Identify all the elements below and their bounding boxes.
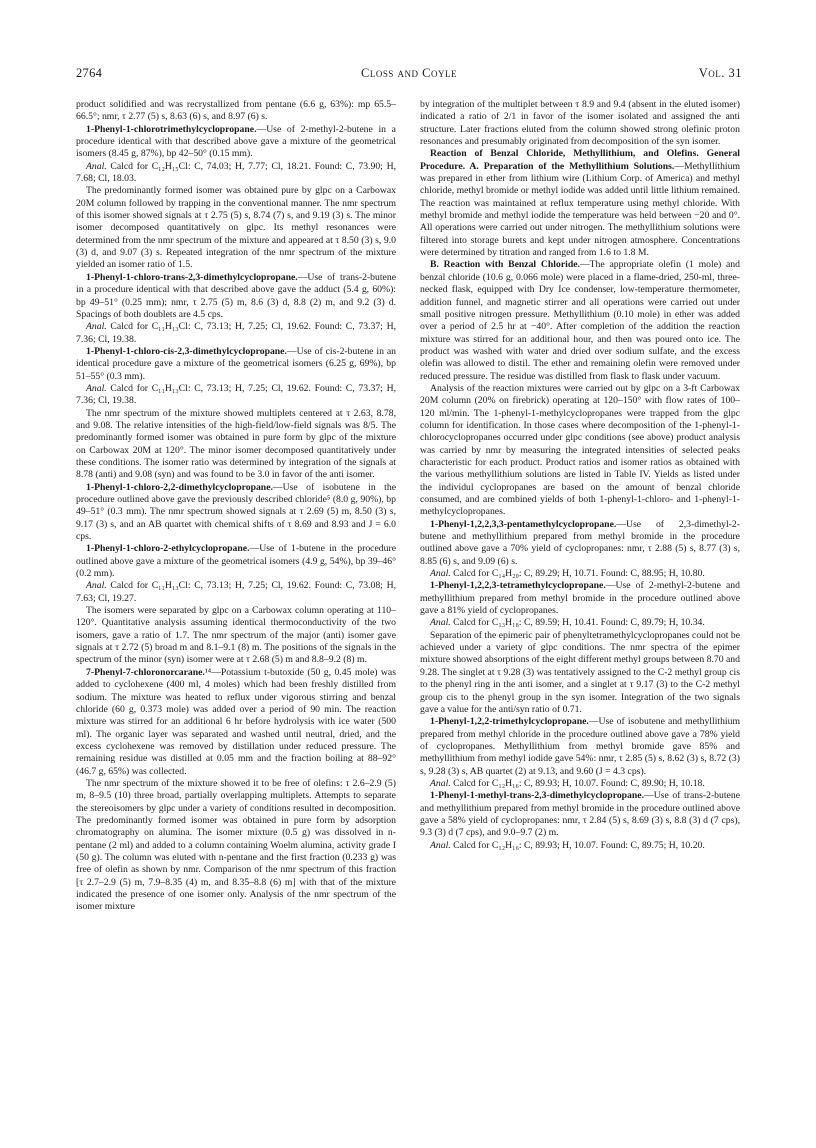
analysis-label: Anal. xyxy=(86,160,107,172)
volume-label: Vol. 31 xyxy=(698,66,742,80)
analysis-label: Anal. xyxy=(86,580,107,592)
right-column xyxy=(420,99,740,852)
body-paragraph xyxy=(420,99,740,148)
section-heading: 1-Phenyl-1-chlorotrimethylcyclopropane. xyxy=(86,123,257,135)
analysis-label: Anal. xyxy=(86,321,107,333)
paragraph-text: product solidified and was recrystallized from pentane (6.6 g, 63%): mp 65.5–66.5°; nmr, τ 2.77 (5) s, 8.63 (6) s, and 8.97 (6) s. xyxy=(76,99,396,123)
section-paragraph xyxy=(420,580,740,617)
paragraph-text: —Use of 2-methyl-2-butene and methyllithium prepared from methyl bromide in the procedure outlined above gave a 81% yield of cyclopropanes. xyxy=(420,580,740,617)
analysis-paragraph xyxy=(76,161,396,186)
body-paragraph xyxy=(76,185,396,271)
analysis-paragraph xyxy=(420,778,740,790)
paragraph-text: —Use of cis-2-butene in an identical procedure gave a mixture of the geometrical isomers (6.25 g, 69%), bp 51–55° (0.3 mm). xyxy=(76,345,396,382)
paragraph-text: Calcd for C₁₂H₁₅Cl: C, 74.03; H, 7.77; Cl, 18.21. Found: C, 73.90; H, 7.68; Cl, 18.03. xyxy=(76,160,396,185)
paragraph-text: Calcd for C₁₁H₁₃Cl: C, 73.13; H, 7.25; Cl, 19.62. Found: C, 73.37; H, 7.36; Cl, 19.38. xyxy=(76,382,396,407)
paragraph-text: The nmr spectrum of the mixture showed it to be free of olefins: τ 2.6–2.9 (5) m, 8–9.5 (10) three broad, partially overlapping multiplets. Attempts to separate the stereoisomers by glpc under a variety of conditions resulted in decomposition. The predominantly formed isomer was obtained in pure form by adsorption chromatography on alumina. The isomer mixture (0.5 g) was dissolved in n-pentane (2 ml) and added to a column containing Woelm alumina, activity grade I (50 g). The column was eluted with n-pentane and the first fraction (0.233 g) was free of olefin as shown by nmr. Comparison of the nmr spectrum of this fraction [τ 2.7–2.9 (5) m, 7.9–8.35 (4) m, and 8.35–8.8 (6) m] with that of the mixture indicated the presence of one isomer only. Analysis of the nmr spectrum of the isomer mixture xyxy=(76,777,396,913)
body-paragraph xyxy=(76,408,396,482)
analysis-paragraph xyxy=(76,383,396,408)
page-number: 2764 xyxy=(76,66,103,80)
section-heading: B. Reaction with Benzal Chloride. xyxy=(430,259,580,271)
paragraph-text: —Use of 2-methyl-2-butene in a procedure identical with that described above gave a mixture of the geometrical isomers (8.45 g, 87%), bp 42–50° (0.15 mm). xyxy=(76,123,396,160)
body-paragraph xyxy=(420,383,740,519)
paragraph-text: ¹⁴—Potassium t-butoxide (50 g, 0.45 mole) was added to cyclohexene (400 ml, 4 moles) which had been freshly distilled from sodium. The mixture was heated to reflux under vigorous stirring and benzal chloride (60 g, 0.373 mole) was added over a period of 90 min. The reaction mixture was stirred for an additional 6 hr before hydrolysis with ice water (500 ml). The organic layer was separated and washed until neutral, dried, and the excess cyclohexene was removed by distillation under reduced pressure. The remaining residue was distilled at 0.05 mm and the fraction boiling at 88–92° (46.7 g, 65%) was collected. xyxy=(76,666,396,777)
section-paragraph xyxy=(420,148,740,259)
paragraph-text: —Use of isobutene in the procedure outlined above gave the previously described chloride⁵ (8.0 g, 90%), bp 49–51° (0.3 mm). The nmr spectrum showed signals at τ 2.69 (5) m, 8.50 (3) s, 9.17 (3) s, and an AB quartet with chemical shifts of τ 8.69 and 8.93 and J = 6.0 cps. xyxy=(76,481,396,543)
paragraph-text: Calcd for C₁₂H₁₆: C, 89.93; H, 10.07. Found: C, 89.75; H, 10.20. xyxy=(450,839,705,851)
paragraph-text: —Use of isobutene and methyllithium prepared from methyl chloride in the procedure outlined above gave a 78% yield of cyclopropanes. Methyllithium from methyl bromide gave 85% and methyllithium from methyl iodide gave 54%: nmr, τ 2.85 (5) s, 8.62 (3) s, 8.72 (3) s, 9.28 (3) s, AB quartet (2) at 9.13, and 9.60 (J = 4.3 cps). xyxy=(420,716,740,777)
running-title: Closs and Coyle xyxy=(361,66,457,80)
analysis-label: Anal. xyxy=(86,382,107,394)
section-paragraph xyxy=(76,543,396,580)
body-paragraph xyxy=(76,99,396,124)
analysis-label: Anal. xyxy=(430,839,451,851)
section-heading: 1-Phenyl-1-chloro-trans-2,3-dimethylcyclopropane. xyxy=(86,271,298,283)
section-heading: 1-Phenyl-1-chloro-2-ethylcyclopropane. xyxy=(86,543,250,555)
body-paragraph xyxy=(420,630,740,716)
section-heading: Reaction of Benzal Chloride, Methyllithium, and Olefins. General Procedure. A. Preparation of the Methyllithium Solutions. xyxy=(420,148,740,172)
paragraph-text: Calcd for C₁₂H₁₆: C, 89.93; H, 10.07. Found: C, 89.90; H, 10.18. xyxy=(450,777,705,789)
body-paragraph xyxy=(76,605,396,667)
left-column xyxy=(76,99,396,914)
section-heading: 1-Phenyl-1,2,2-trimethylcyclopropane. xyxy=(430,716,589,728)
paragraph-text: Calcd for C₁₄H₂₀: C, 89.29; H, 10.71. Found: C, 88.95; H, 10.80. xyxy=(450,568,705,580)
analysis-paragraph xyxy=(76,580,396,605)
analysis-label: Anal. xyxy=(430,617,451,629)
section-paragraph xyxy=(420,259,740,382)
section-paragraph xyxy=(420,519,740,568)
section-paragraph xyxy=(76,667,396,778)
section-heading: 7-Phenyl-7-chloronorcarane. xyxy=(86,666,205,678)
paragraph-text: —Use of 1-butene in the procedure outlined above gave a mixture of the geometrical isomers (4.9 g, 54%), bp 39–46° (0.2 mm). xyxy=(76,543,396,580)
section-paragraph xyxy=(420,716,740,778)
paragraph-text: The nmr spectrum of the mixture showed multiplets centered at τ 2.63, 8.78, and 9.08. The relative intensities of the high-field/low-field signals was 8/5. The predominantly formed isomer was obtained in pure form by glpc of the mixture on Carbowax 20M at 120°. The minor isomer decomposed quantitatively under these conditions. The isomer ratio was determined by integration of the signals at 8.78 (anti) and 9.08 (syn) and was found to be 3.0 in favor of the anti isomer. xyxy=(76,407,396,481)
paragraph-text: —Use of trans-2-butene in a procedure identical with that described above gave the adduct (5.4 g, 60%): bp 49–51° (0.25 mm); nmr, τ 2.75 (5) m, 8.6 (3) d, 8.8 (2) m, and 9.2 (3) d. Spacings of both doublets are 4.5 cps. xyxy=(76,271,396,320)
analysis-label: Anal. xyxy=(430,568,451,580)
analysis-paragraph xyxy=(420,568,740,580)
paragraph-text: The predominantly formed isomer was obtained pure by glpc on a Carbowax 20M column followed by trapping in the conventional manner. The nmr spectrum of this isomer showed signals at τ 2.75 (5) s, 8.74 (7) s, and 9.19 (3) s. The minor isomer decomposed quantitatively on glpc. Its methyl resonances were determined from the nmr spectrum of the mixture and appeared at τ 8.50 (3) s, 9.0 (3) d, and 9.07 (3) s. Repeated integration of the nmr spectrum of the mixture yielded an isomer ratio of 1.5. xyxy=(76,185,396,271)
section-heading: 1-Phenyl-1-methyl-trans-2,3-dimethylcyclopropane. xyxy=(430,790,644,802)
paragraph-text: —Use of 2,3-dimethyl-2-butene and methyllithium prepared from methyl bromide in the procedure outlined above gave a 70% yield of cyclopropanes: nmr, τ 2.88 (5) s, 8.77 (3) s, 8.85 (6) s, and 9.09 (6) s. xyxy=(420,518,740,567)
paragraph-text: The isomers were separated by glpc on a Carbowax column operating at 110–120°. Quantitative analysis assuming identical thermoconductivity of the two isomers, gave a ratio of 1.7. The nmr spectrum of the major (anti) isomer gave signals at τ 2.72 (5) broad m and 8.1–9.1 (8) m. The positions of the signals in the spectrum of the minor (syn) isomer were at τ 2.68 (5) m and 8.8–9.2 (8) m. xyxy=(76,605,396,666)
paragraph-text: —Methyllithium was prepared in ether from lithium wire (Lithium Corp. of America) and methyl chloride, methyl bromide or methyl iodide was added until little lithium remained. The reaction was maintained at reflux temperature using methyl chloride. With methyl bromide and methyl iodide the temperature was held between −20 and 0°. All operations were carried out under nitrogen. The methyllithium solutions were filtered into storage burets and kept under nitrogen atmosphere. Concentrations were determined by titration and ranged from 1.6 to 1.8 M. xyxy=(420,160,740,259)
section-heading: 1-Phenyl-1,2,2,3-tetramethylcyclopropane. xyxy=(430,580,606,592)
section-paragraph xyxy=(76,272,396,321)
page-header xyxy=(76,66,742,86)
analysis-label: Anal. xyxy=(430,777,451,789)
section-heading: 1-Phenyl-1-chloro-2,2-dimethylcyclopropane. xyxy=(86,481,273,493)
analysis-paragraph xyxy=(420,840,740,852)
section-heading: 1-Phenyl-1,2,2,3,3-pentamethylcyclopropane. xyxy=(430,518,617,530)
paragraph-text: Analysis of the reaction mixtures were carried out by glpc on a 3-ft Carbowax 20M column (20% on firebrick) operating at 120–150° with flow rates of 100–120 ml/min. The 1-phenyl-1-methylcyclopropanes were trapped from the glpc column for identification. In those cases where decomposition of the 1-phenyl-1-chlorocyclopropanes occurred under glpc conditions (see above) product analysis was carried by nmr by measuring the integrated intensities of selected peaks characteristic for each product. Product ratios and isomer ratios as obtained with the various methyllithium solutions are listed in Table IV. Yields as listed under the individul cyclopropanes are based on the amount of benzal chloride consumed, and are combined yields of both 1-phenyl-1-chloro- and 1-phenyl-1-methylcyclopropanes. xyxy=(420,382,740,518)
analysis-paragraph xyxy=(420,617,740,629)
analysis-paragraph xyxy=(76,321,396,346)
section-paragraph xyxy=(420,790,740,839)
section-heading: 1-Phenyl-1-chloro-cis-2,3-dimethylcyclopropane. xyxy=(86,345,287,357)
section-paragraph xyxy=(76,346,396,383)
paragraph-text: Calcd for C₁₁H₁₃Cl: C, 73.13; H, 7.25; Cl, 19.62. Found: C, 73.37; H, 7.36; Cl, 19.38. xyxy=(76,321,396,345)
paragraph-text: —The appropriate olefin (1 mole) and benzal chloride (10.6 g, 0.066 mole) were placed in a flame-dried, 250-ml, three-necked flask, equipped with Dry Ice condenser, low-temperature thermometer, addition funnel, and magnetic stirrer and all operations were carried out under small positive nitrogen pressure. Methyllithium (0.10 mole) in ether was added over a period of 2.5 hr at −40°. After completion of the addition the reaction mixture was stirred for an additional hour, and then was poured onto ice. The product was washed with water and dried over sodium sulfate, and the excess olefin was allowed to distil. The ether and remaining olefin were removed under reduced pressure. The residue was distilled from flask to flask under vacuum. xyxy=(420,259,740,382)
paragraph-text: by integration of the multiplet between τ 8.9 and 9.4 (absent in the eluted isomer) indicated a ratio of 2/1 in favor of the isomer isolated and assigned the anti structure. Later fractions eluted from the column showed strong olefinic proton resonances and presumably originated from decomposition of the syn isomer. xyxy=(420,99,740,148)
paragraph-text: Calcd for C₁₁H₁₃Cl: C, 73.13; H, 7.25; Cl, 19.62. Found: C, 73.08; H, 7.63; Cl, 19.27. xyxy=(76,580,396,604)
body-paragraph xyxy=(76,778,396,914)
section-paragraph xyxy=(76,482,396,544)
paragraph-text: Separation of the epimeric pair of phenyltetramethylcyclopropanes could not be achieved under a variety of glpc conditions. The nmr spectra of the epimer mixture showed absorptions of the eight different methyl groups between 8.70 and 9.28. The singlet at τ 9.28 (3) was tentatively assigned to the C-2 methyl group cis to the phenyl ring in the anti isomer, and a singlet at τ 9.17 (3) to the C-2 methyl group cis to the phenyl group in the syn isomer. Integration of the two signals gave a value for the anti/syn ratio of 0.71. xyxy=(420,629,740,715)
section-paragraph xyxy=(76,124,396,161)
paragraph-text: Calcd for C₁₃H₁₈: C, 89.59; H, 10.41. Found: C, 89.79; H, 10.34. xyxy=(450,617,705,629)
paragraph-text: —Use of trans-2-butene and methyllithium prepared from methyl bromide in the procedure outlined above gave a 58% yield of cyclopropanes: nmr, τ 2.84 (5) s, 8.69 (3) s, 8.8 (3) d (7 cps), 9.3 (3) d (7 cps), and 9.0–9.7 (2) m. xyxy=(420,790,740,839)
